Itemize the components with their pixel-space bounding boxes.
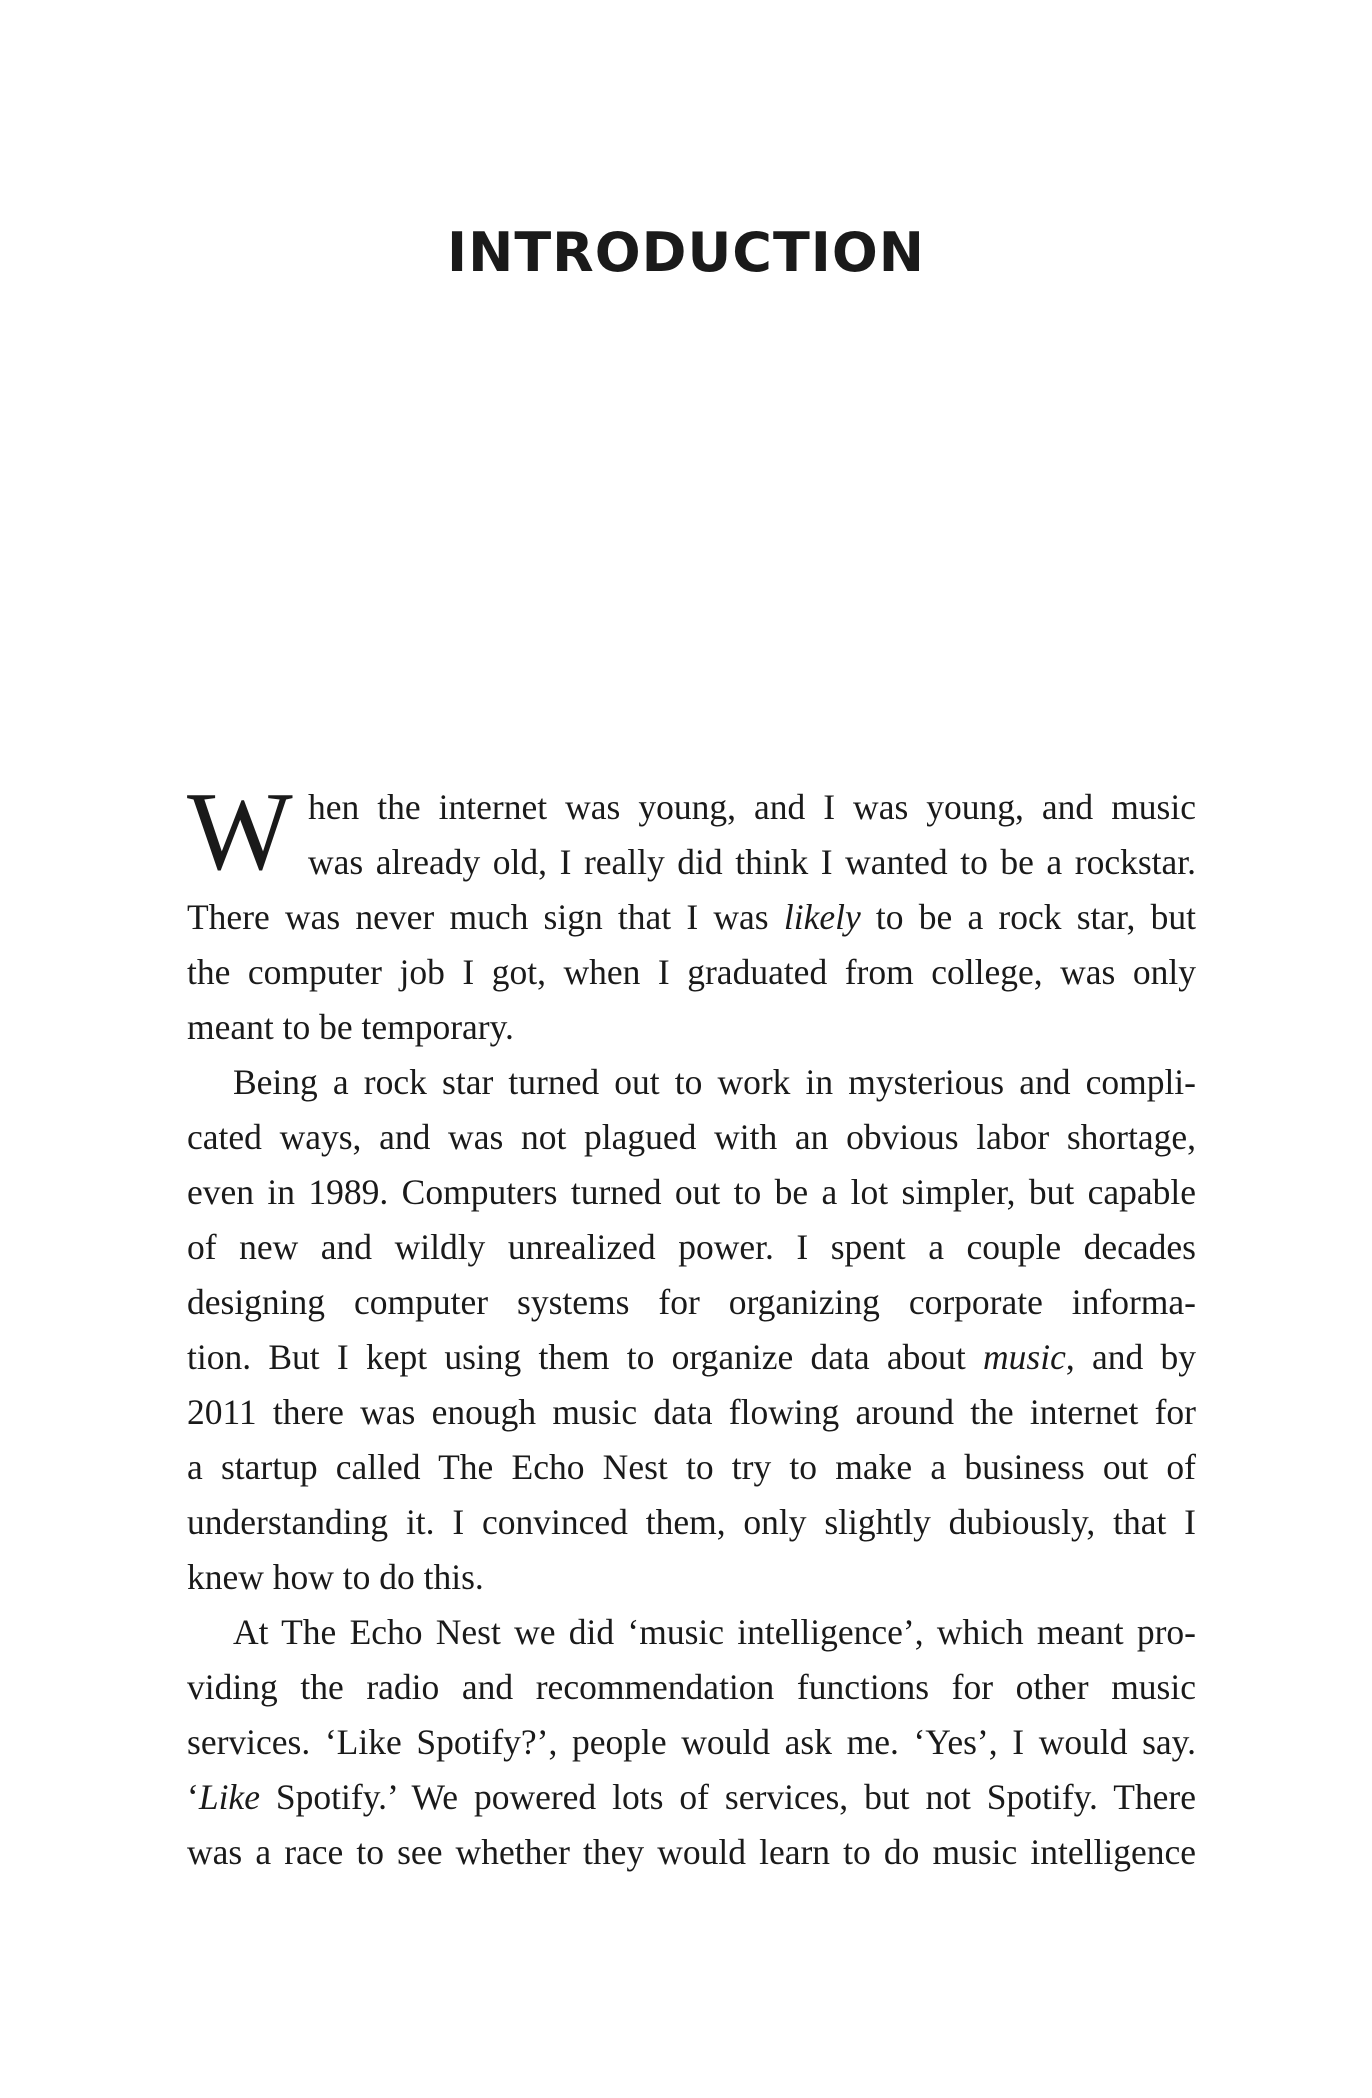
paragraph-1 [187,770,1197,1055]
body-text [187,770,1197,1880]
drop-cap: W [187,770,293,894]
text-line: cated ways, and was not plagued with an obvious labor shortage, [187,1117,1196,1157]
text-line: of new and wildly unrealized power. I spent a couple decades [187,1227,1196,1267]
text-line: a startup called The Echo Nest to try to make a business out of [187,1447,1196,1487]
text-line: At The Echo Nest we did ‘music intelligence’, which meant pro- [233,1612,1196,1652]
text-line: understanding it. I convinced them, only slightly dubiously, that I [187,1502,1196,1542]
chapter-title: INTRODUCTION [447,221,925,284]
text-line: Being a rock star turned out to work in mysterious and compli- [233,1062,1196,1102]
paragraph-3 [187,1605,1196,1880]
text-line: the computer job I got, when I graduated from college, was only [187,952,1196,992]
text-line: tion. But I kept using them to organize data about music, and by [187,1337,1196,1377]
text-line: There was never much sign that I was likely to be a rock star, but [187,897,1197,937]
text-line: was already old, I really did think I wanted to be a rockstar. [308,842,1196,882]
text-line: meant to be temporary. [187,1007,514,1047]
text-line: 2011 there was enough music data flowing around the internet for [187,1392,1196,1432]
text-line: services. ‘Like Spotify?’, people would ask me. ‘Yes’, I would say. [187,1722,1196,1762]
text-line: was a race to see whether they would learn to do music intelligence [187,1832,1196,1872]
text-line: viding the radio and recommendation functions for other music [187,1667,1196,1707]
text-line: ‘Like Spotify.’ We powered lots of services, but not Spotify. There [187,1777,1196,1817]
paragraph-2 [187,1055,1196,1605]
text-line: hen the internet was young, and I was young, and music [308,787,1196,827]
text-line: even in 1989. Computers turned out to be a lot simpler, but capable [187,1172,1196,1212]
text-line: designing computer systems for organizing corporate informa- [187,1282,1196,1322]
text-line: knew how to do this. [187,1557,484,1597]
